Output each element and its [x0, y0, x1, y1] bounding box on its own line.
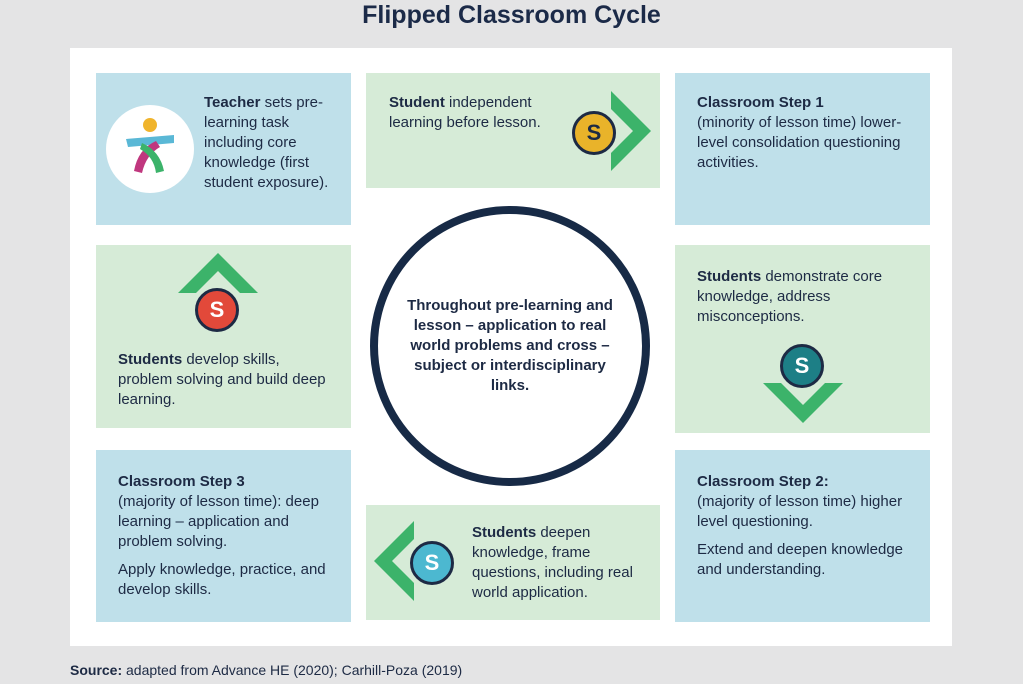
- step3-text2: Apply knowledge, practice, and develop skills.: [118, 561, 326, 598]
- step1-text: (minority of lesson time) lower-level consolidation questioning activities.: [697, 114, 902, 171]
- s-badge-lightblue: S: [410, 541, 454, 585]
- s-badge-yellow: S: [572, 111, 616, 155]
- step1-bold: Classroom Step 1: [697, 94, 824, 111]
- teacher-box: [96, 73, 351, 225]
- deepen-bold: Students: [472, 524, 537, 541]
- student-independent-bold: Student: [389, 94, 445, 111]
- chevron-up-icon: [178, 253, 258, 293]
- develop-bold: Students: [118, 351, 183, 368]
- teacher-text: sets pre-learning task including core knowledge (first student exposure).: [204, 94, 329, 191]
- develop-box: [96, 245, 351, 428]
- teacher-bold: Teacher: [204, 94, 261, 111]
- step2-text2: Extend and deepen knowledge and understanding.: [697, 541, 904, 578]
- page-title: Flipped Classroom Cycle: [362, 1, 661, 29]
- deepen-text: deepen knowledge, frame questions, including real world application.: [472, 524, 633, 601]
- develop-text: develop skills, problem solving and build deep learning.: [118, 351, 326, 408]
- s-badge-teal: S: [780, 344, 824, 388]
- demonstrate-text: demonstrate core knowledge, address misconceptions.: [697, 268, 883, 325]
- source-note: [70, 662, 462, 678]
- s-badge-red: S: [195, 288, 239, 332]
- demonstrate-bold: Students: [697, 268, 762, 285]
- center-circle: [370, 206, 650, 486]
- source-label: Source:: [70, 662, 123, 678]
- step2-bold: Classroom Step 2:: [697, 473, 829, 490]
- center-text: Throughout pre-learning and lesson – application to real world problems and cross – subject or interdisciplinary links.: [407, 297, 613, 394]
- source-text: adapted from Advance HE (2020); Carhill-Poza (2019): [122, 662, 463, 678]
- chevron-right-icon: [611, 91, 651, 171]
- step3-text: (majority of lesson time): deep learning – application and problem solving.: [118, 493, 319, 550]
- step3-box: [96, 450, 351, 622]
- demonstrate-box: [675, 245, 930, 433]
- step2-box: [675, 450, 930, 622]
- step1-box: [675, 73, 930, 225]
- step2-text: (majority of lesson time) higher level questioning.: [697, 493, 903, 530]
- chevron-down-icon: [763, 383, 843, 423]
- student-independent-text: independent learning before lesson.: [389, 94, 541, 131]
- person-icon: [106, 105, 194, 193]
- teacher-logo: [106, 105, 194, 193]
- chevron-left-icon: [374, 521, 414, 601]
- step3-bold: Classroom Step 3: [118, 473, 245, 490]
